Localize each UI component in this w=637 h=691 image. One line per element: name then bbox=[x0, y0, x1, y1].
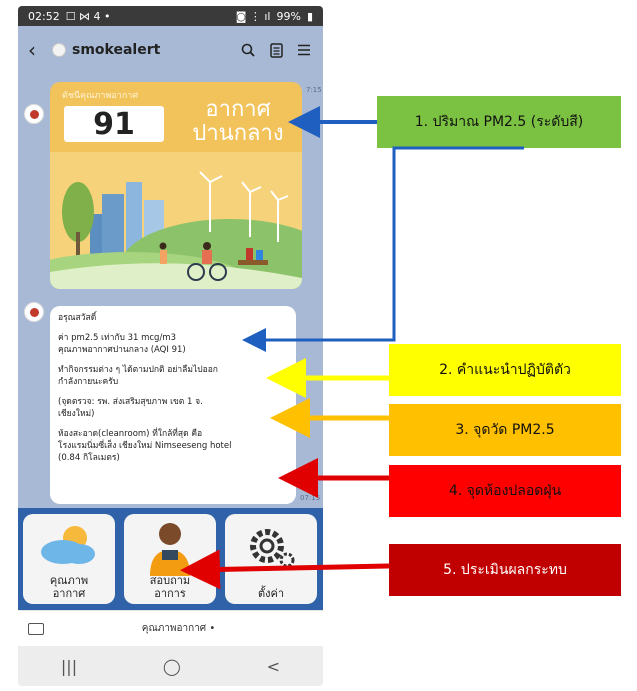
station-line1: (จุดตรวจ: รพ. ส่งเสริมสุขภาพ เขต 1 จ. bbox=[58, 397, 203, 407]
battery-icon: ▮ bbox=[306, 9, 313, 23]
message-bubble bbox=[50, 306, 296, 504]
sun-cloud-icon bbox=[23, 514, 115, 574]
station-text bbox=[58, 396, 288, 420]
callout-cleanroom: 4. จุดห้องปลอดฝุ่น bbox=[389, 465, 621, 517]
aqi-value: 91 bbox=[64, 106, 164, 142]
home-icon[interactable]: ◯ bbox=[162, 656, 181, 676]
status-time: 02:52 bbox=[28, 9, 60, 23]
aqi-level-line1: อากาศ bbox=[205, 97, 271, 122]
system-nav-bar bbox=[18, 646, 323, 686]
menu-air-quality-button[interactable] bbox=[23, 514, 115, 604]
advice-line2: กำลังกายนะครับ bbox=[58, 377, 119, 387]
aqi-level-line2: ปานกลาง bbox=[192, 121, 284, 146]
quality-line: คุณภาพอากาศปานกลาง (AQI 91) bbox=[58, 345, 186, 355]
chat-title: smokealert bbox=[72, 42, 161, 58]
tile2-line2: อาการ bbox=[154, 587, 186, 600]
gear-icon bbox=[225, 514, 317, 578]
pm-line: ค่า pm2.5 เท่ากับ 31 mcg/m3 bbox=[58, 333, 176, 343]
bot-avatar bbox=[24, 104, 44, 124]
advice-line1: ทำกิจกรรมต่าง ๆ ได้ตามปกติ อย่าลืมไปออก bbox=[58, 365, 218, 375]
person-icon bbox=[124, 514, 216, 576]
menu-symptom-label bbox=[124, 574, 216, 600]
menu-air-quality-label bbox=[23, 574, 115, 600]
status-bar bbox=[18, 6, 323, 26]
menu-settings-label: ตั้งค่า bbox=[257, 587, 285, 600]
menu-settings-button[interactable] bbox=[225, 514, 317, 604]
chat-area[interactable] bbox=[18, 74, 323, 508]
tile2-line1: สอบถาม bbox=[149, 574, 191, 587]
menu-icon[interactable] bbox=[295, 41, 313, 59]
station-line2: เชียงใหม่) bbox=[58, 409, 95, 419]
menu-switch-label[interactable]: คุณภาพอากาศ • bbox=[141, 623, 216, 634]
aqi-caption: ดัชนีคุณภาพอากาศ bbox=[62, 91, 139, 101]
room-line3: (0.84 กิโลเมตร) bbox=[58, 453, 120, 463]
pm-info bbox=[58, 332, 288, 356]
callout-advice: 2. คำแนะนำปฏิบัติตัว bbox=[389, 344, 621, 396]
phone-screen bbox=[18, 6, 323, 686]
keyboard-icon[interactable] bbox=[28, 623, 44, 635]
callout-station: 3. จุดวัด PM2.5 bbox=[389, 404, 621, 456]
signal-icons: ◙ ⋮ ıl bbox=[235, 9, 271, 23]
cleanroom-text bbox=[58, 428, 288, 464]
menu-switch-bar[interactable] bbox=[18, 610, 323, 646]
account-logo-icon bbox=[52, 43, 66, 57]
greeting-text: อรุณสวัสดิ์ bbox=[58, 313, 97, 323]
aqi-level bbox=[178, 98, 298, 146]
room-line1: ห้องสะอาด(cleanroom) ที่ใกล้ที่สุด คือ bbox=[58, 429, 203, 439]
message-timestamp: 07:15 bbox=[300, 494, 321, 502]
card-timestamp: 7:15 bbox=[306, 86, 322, 94]
callout-impact: 5. ประเมินผลกระทบ bbox=[389, 544, 621, 596]
notification-icons: ☐ ⋈ 4 • bbox=[65, 9, 111, 23]
recents-icon[interactable]: ||| bbox=[60, 656, 78, 676]
notes-icon[interactable] bbox=[267, 41, 285, 59]
callout-pm25-level: 1. ปริมาณ PM2.5 (ระดับสี) bbox=[377, 96, 621, 148]
bot-avatar-2 bbox=[24, 302, 44, 322]
aqi-image-card[interactable] bbox=[50, 82, 302, 289]
menu-symptom-button[interactable] bbox=[124, 514, 216, 604]
tile1-line2: อากาศ bbox=[52, 587, 86, 600]
back-arrow-icon[interactable]: ‹ bbox=[28, 38, 36, 62]
advice-text bbox=[58, 364, 288, 388]
room-line2: โรงแรมนิ่มซี่เส็ง เชียงใหม่ Nimseeseng hotel bbox=[58, 441, 232, 451]
back-nav-icon[interactable]: < bbox=[266, 656, 281, 676]
battery-level: 99% bbox=[276, 9, 301, 23]
tile1-line1: คุณภาพ bbox=[49, 574, 89, 587]
chat-header bbox=[18, 26, 323, 74]
rich-menu bbox=[18, 508, 323, 610]
search-icon[interactable] bbox=[239, 41, 257, 59]
